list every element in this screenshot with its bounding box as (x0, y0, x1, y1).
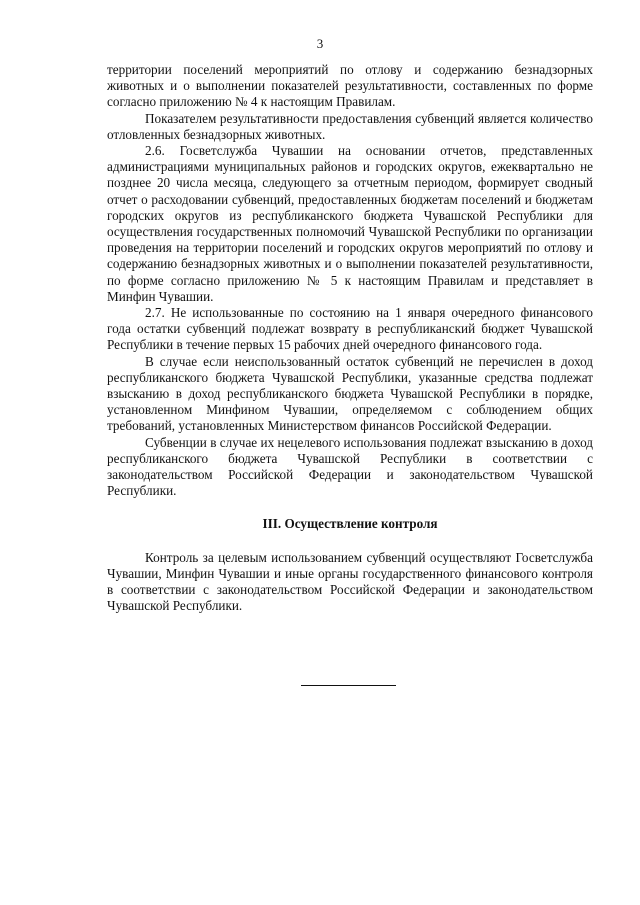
page-number: 3 (316, 36, 324, 51)
paragraph: Показателем результативности предоставления субвенций является количество отловленных безнадзорных животных. (107, 110, 593, 142)
paragraph: территории поселений мероприятий по отлову и содержанию безнадзорных животных и о выполнении показателей результативности, составленных по форме согласно приложению № 4 к настоящим Правилам. (107, 62, 593, 110)
paragraph: Субвенции в случае их нецелевого использования подлежат взысканию в доход республиканского бюджета Чувашской Республики в соответствии с законодательством Российской Федерации и законодательством Чувашской Республики. (107, 434, 593, 499)
paragraph: В случае если неиспользованный остаток субвенций не перечислен в доход республиканского бюджета Чувашской Республики, указанные средства подлежат взысканию в доход республиканского бюджета Чувашской Республики в порядке, установленном Минфином Чувашии, определяемом с соблюдением общих требований, установленных Министерством финансов Российской Федерации. (107, 353, 593, 434)
control-paragraph: Контроль за целевым использованием субвенций осуществляют Госветслужба Чувашии, Минфин Чувашии и иные органы государственного финансового контроля в соответствии с законодательством Российской Федерации и законодательством Чувашской Республики. (107, 549, 593, 614)
closing-rule (301, 685, 396, 686)
section-heading: III. Осуществление контроля (262, 516, 438, 532)
paragraph: 2.6. Госветслужба Чувашии на основании отчетов, представленных администрациями муниципальных районов и городских округов, ежеквартально не позднее 20 числа месяца, следующего за отчетным периодом, формирует сводный отчет о расходовании субвенций, предоставленных бюджетам поселений и бюджетам городских округов из республиканского бюджета Чувашской Республики для осуществления государственных полномочий Чувашской Республики по организации проведения на территории поселений и городских округов мероприятий по отлову и содержанию безнадзорных животных и о выполнении показателей результативности, по форме согласно приложению № 5 к настоящим Правилам и представляет в Минфин Чувашии. (107, 143, 593, 304)
paragraph: 2.7. Не использованные по состоянию на 1 января очередного финансового года остатки субвенций подлежат возврату в республиканский бюджет Чувашской Республики в течение первых 15 рабочих дней очередного финансового года. (107, 305, 593, 353)
document-body (107, 62, 593, 615)
